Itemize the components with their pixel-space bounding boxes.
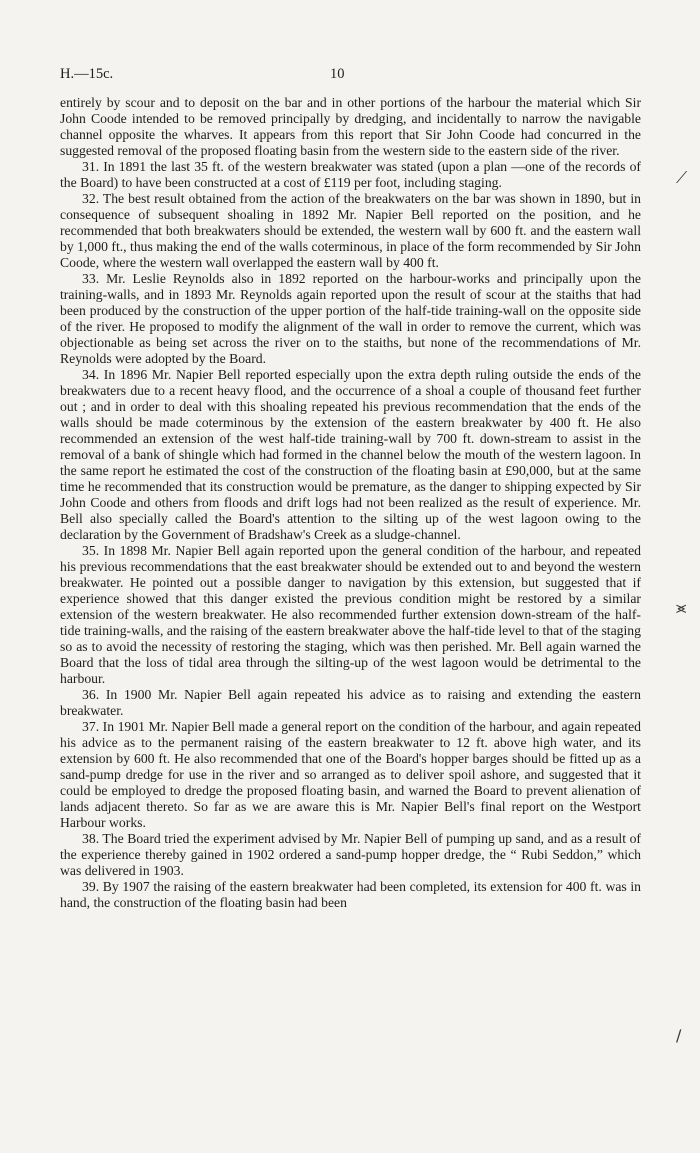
margin-mark-icon: ⪤ bbox=[676, 598, 687, 617]
page-number: 10 bbox=[330, 66, 345, 82]
paragraph-36: 36. In 1900 Mr. Napier Bell again repeated his advice as to raising and extending the eastern breakwater. bbox=[60, 687, 641, 718]
paragraph-33: 33. Mr. Leslie Reynolds also in 1892 reported on the harbour-works and principally upon the training-walls, and in 1893 Mr. Reynolds again reported upon the result of scour at the staiths that had been produced by the construction of the upper portion of the half-tide training-wall on the opposite side of the river. He proposed to modify the alignment of the wall in order to remove the current, which was objectionable as being set across the river on to the staiths, but none of the recommendations of Mr. Reynolds were adopted by the Board. bbox=[60, 271, 641, 366]
paragraph-34: 34. In 1896 Mr. Napier Bell reported especially upon the extra depth ruling outside the ends of the breakwaters due to a recent heavy flood, and the occurrence of a shoal a couple of thousand feet further out ; and in order to deal with this shoaling repeated his previous recommendation that the ends of the walls should be made coterminous by the extension of the eastern breakwater by 400 ft. He also recommended an extension of the west half-tide training-wall by 700 ft. down-stream to assist in the removal of a bank of shingle which had formed in the channel below the mouth of the western lagoon. In the same report he estimated the cost of the construction of the floating basin at £90,000, but at the same time he recommended that its construction would be premature, as the danger to shipping expected by Sir John Coode and others from floods and drift logs had not been realized as the result of experience. Mr. Bell also specially called the Board's attention to the silting up of the west lagoon owing to the declaration by the Government of Bradshaw's Creek as a sludge-channel. bbox=[60, 367, 641, 542]
paragraph-37: 37. In 1901 Mr. Napier Bell made a general report on the condition of the harbour, and again repeated his advice as to the permanent raising of the eastern breakwater to 12 ft. above high water, and its extension by 600 ft. He also recommended that one of the Board's hopper barges should be fitted up as a sand-pump dredge for use in the river and so arranged as to deliver spoil ashore, and suggested that it could be employed to dredge the proposed floating basin, and warned the Board to prevent alienation of lands adjacent thereto. So far as we are aware this is Mr. Napier Bell's final report on the Westport Harbour works. bbox=[60, 719, 641, 830]
margin-mark-icon: ∕ bbox=[676, 1026, 682, 1045]
body-text bbox=[60, 95, 641, 911]
margin-mark-icon: ⟋ bbox=[676, 168, 688, 187]
paragraph-31: 31. In 1891 the last 35 ft. of the western breakwater was stated (upon a plan —one of the records of the Board) to have been constructed at a cost of £119 per foot, including staging. bbox=[60, 159, 641, 190]
paragraph-35: 35. In 1898 Mr. Napier Bell again reported upon the general condition of the harbour, and repeated his previous recommendations that the east breakwater should be extended out to and beyond the western breakwater. He pointed out a possible danger to navigation by this extension, but suggested that if experience showed that this danger existed the previous condition might be restored by a similar extension of the western breakwater. He also recommended further extension down-stream of the half-tide training-walls, and the raising of the eastern breakwater above the half-tide level to that of the staging so as to avoid the necessity of restoring the staging, which was then perished. Mr. Bell again warned the Board that the loss of tidal area through the silting-up of the west lagoon would be detrimental to the harbour. bbox=[60, 543, 641, 686]
paragraph-continuation: entirely by scour and to deposit on the bar and in other portions of the harbour the material which Sir John Coode intended to be removed principally by dredging, and incidentally to narrow the navigable channel opposite the wharves. It appears from this report that Sir John Coode had concurred in the suggested removal of the proposed floating basin from the western side to the eastern side of the river. bbox=[60, 95, 641, 158]
paragraph-39: 39. By 1907 the raising of the eastern breakwater had been completed, its extension for 400 ft. was in hand, the construction of the floating basin had been bbox=[60, 879, 641, 910]
document-reference: H.—15c. bbox=[60, 66, 114, 82]
page-header bbox=[60, 66, 640, 88]
paragraph-38: 38. The Board tried the experiment advised by Mr. Napier Bell of pumping up sand, and as a result of the experience thereby gained in 1902 ordered a sand-pump hopper dredge, the “ Rubi Seddon,” which was delivered in 1903. bbox=[60, 831, 641, 878]
paragraph-32: 32. The best result obtained from the action of the breakwaters on the bar was shown in 1890, but in consequence of subsequent shoaling in 1892 Mr. Napier Bell reported on the position, and he recommended that both breakwaters should be extended, the western wall by 600 ft. and the eastern wall by 1,000 ft., thus making the end of the walls coterminous, in place of the form recommended by Sir John Coode, where the western wall overlapped the eastern wall by 400 ft. bbox=[60, 191, 641, 270]
